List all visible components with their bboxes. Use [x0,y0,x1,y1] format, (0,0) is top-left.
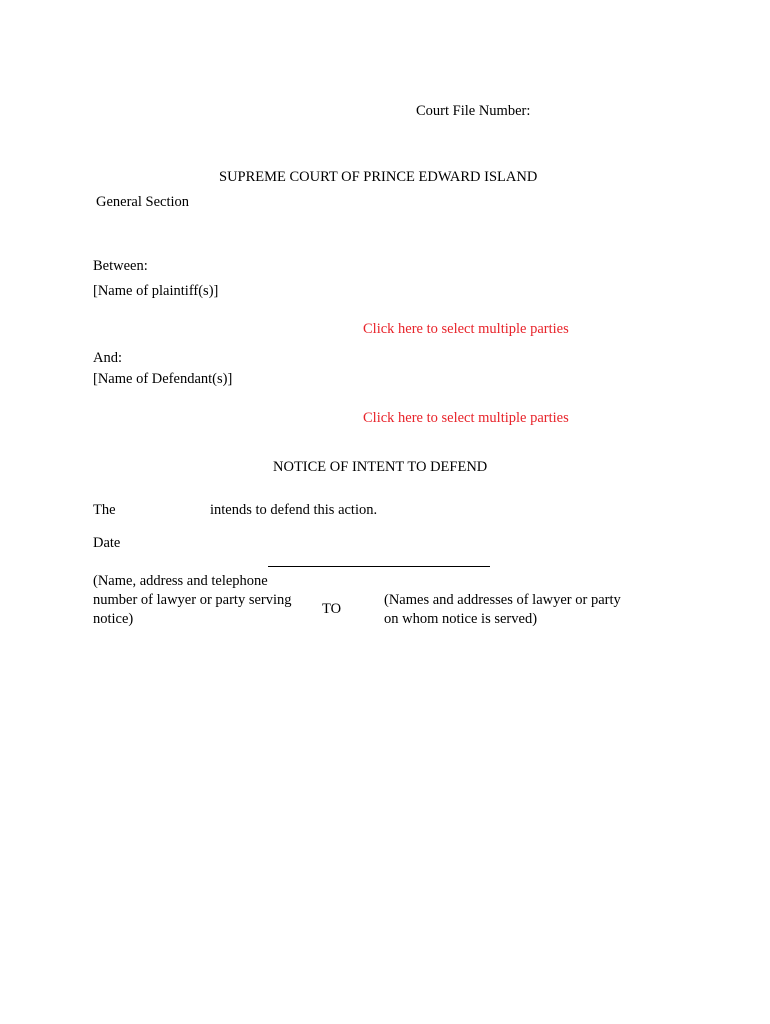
serving-party-line: number of lawyer or party serving [93,592,292,608]
court-name: SUPREME COURT OF PRINCE EDWARD ISLAND [219,169,538,185]
the-label: The [93,502,116,518]
court-file-number-label: Court File Number: [416,103,531,119]
to-label: TO [322,601,342,617]
between-label: Between: [93,258,148,274]
defendant-name-field[interactable]: [Name of Defendant(s)] [93,371,233,387]
signature-line [268,566,490,567]
served-party-line: on whom notice is served) [384,611,538,627]
served-party-line: (Names and addresses of lawyer or party [384,592,621,608]
defendant-name-input[interactable] [120,501,205,519]
plaintiff-name-field[interactable]: [Name of plaintiff(s)] [93,283,219,299]
select-plaintiffs-link[interactable]: Click here to select multiple parties [363,321,569,337]
notice-title: NOTICE OF INTENT TO DEFEND [273,459,488,475]
and-label: And: [93,350,122,366]
court-section: General Section [96,194,190,210]
serving-party-line: (Name, address and telephone [93,573,268,589]
select-defendants-link[interactable]: Click here to select multiple parties [363,410,569,426]
date-label: Date [93,535,121,551]
serving-party-line: notice) [93,611,134,627]
intends-text: intends to defend this action. [210,502,378,518]
date-input[interactable] [130,534,250,552]
